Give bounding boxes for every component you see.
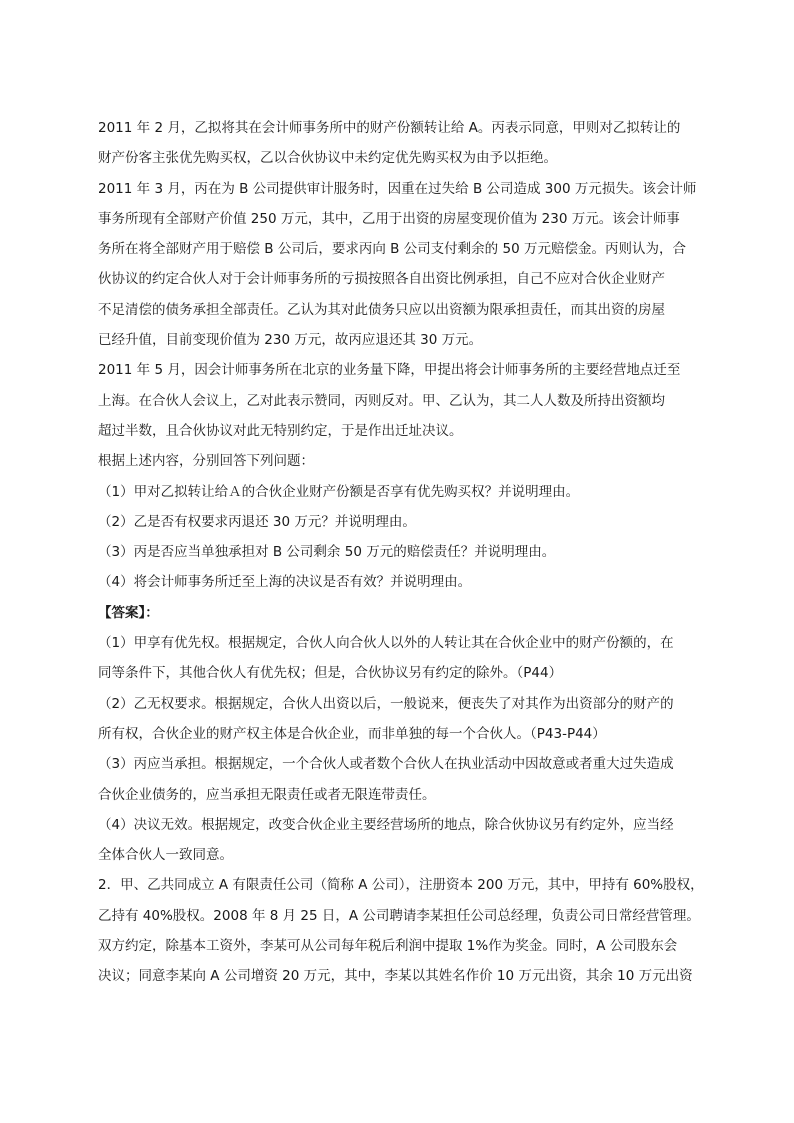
text-line: 2011 年 2 月，乙拟将其在会计师事务所中的财产份额转让给 A。丙表示同意，甲则对乙拟转让的 [98, 120, 681, 136]
text-line: 2011 年 3 月，丙在为 B 公司提供审计服务时，因重在过失给 B 公司造成 300 万元损失。该会计师 [98, 180, 697, 197]
question-1: （1）甲对乙拟转让给Ａ的合伙企业财产份额是否享有优先购买权？并说明理由。 [98, 483, 580, 500]
text-line: 已经升值，目前变现价值为 230 万元，故丙应退还其 30 万元。 [98, 332, 483, 349]
answer-2: （2）乙无权要求。根据规定，合伙人出资以后，一般说来，便丧失了对其作为出资部分的财产的 [98, 695, 674, 712]
text-line: 事务所现有全部财产价值 250 万元，其中，乙用于出资的房屋变现价值为 230 万元。该会计师事 [98, 210, 680, 227]
answer-4: （4）决议无效。根据规定，改变合伙企业主要经营场所的地点，除合伙协议另有约定外，应当经 [98, 816, 674, 833]
text-line: 超过半数，且合伙协议对此无特别约定，于是作出迁址决议。 [98, 422, 463, 439]
text-line: 双方约定，除基本工资外，李某可从公司每年税后利润中提取 1%作为奖金。同时，A 公司股东会 [98, 938, 678, 955]
text-line: 务所在将全部财产用于赔偿 B 公司后，要求丙向 B 公司支付剩余的 50 万元赔偿金。丙则认为，合 [98, 241, 686, 258]
text-line: 2011 年 5 月，因会计师事务所在北京的业务量下降，甲提出将会计师事务所的主要经营地点迁至 [98, 362, 681, 379]
text-line: 根据上述内容，分别回答下列问题： [98, 453, 314, 470]
text-line: 财产份客主张优先购买权，乙以合伙协议中未约定优先购买权为由予以拒绝。 [98, 150, 557, 167]
text-line: 伙协议的约定合伙人对于会计师事务所的亏损按照各自出资比例承担，自己不应对合伙企业财产 [98, 271, 665, 288]
answer-3: （3）丙应当承担。根据规定，一个合伙人或者数个合伙人在执业活动中因故意或者重大过失造成 [98, 756, 674, 773]
answer-heading: 【答案】： [98, 604, 159, 621]
text-line: 决议；同意李某向 A 公司增资 20 万元，其中，李某以其姓名作价 10 万元出资，其余 10 万元出资 [98, 968, 693, 985]
case-2-start: 2．甲、乙共同成立 A 有限责任公司（简称 A 公司），注册资本 200 万元，其中，甲持有 60%股权， [98, 877, 704, 894]
text-line: 上海。在合伙人会议上，乙对此表示赞同，丙则反对。甲、乙认为，其二人人数及所持出资额均 [98, 392, 665, 409]
text-line: 不足清偿的债务承担全部责任。乙认为其对此债务只应以出资额为限承担责任，而其出资的房屋 [98, 301, 665, 318]
text-line: 同等条件下，其他合伙人有优先权；但是，合伙协议另有约定的除外。（P44） [98, 665, 563, 682]
text-line: 乙持有 40%股权。2008 年 8 月 25 日，A 公司聘请李某担任公司总经理，负责公司日常经营管理。 [98, 907, 700, 924]
question-2: （2）乙是否有权要求丙退还 30 万元？并说明理由。 [98, 513, 416, 530]
text-line: 所有权，合伙企业的财产权主体是合伙企业，而非单独的每一个合伙人。（P43-P44） [98, 725, 606, 742]
text-line: 全体合伙人一致同意。 [98, 847, 233, 864]
question-4: （4）将会计师事务所迁至上海的决议是否有效？并说明理由。 [98, 574, 472, 591]
question-3: （3）丙是否应当单独承担对 B 公司剩余 50 万元的赔偿责任？并说明理由。 [98, 544, 556, 561]
text-line: 合伙企业债务的，应当承担无限责任或者无限连带责任。 [98, 786, 436, 803]
answer-1: （1）甲享有优先权。根据规定，合伙人向合伙人以外的人转让其在合伙企业中的财产份额的，在 [98, 635, 674, 652]
